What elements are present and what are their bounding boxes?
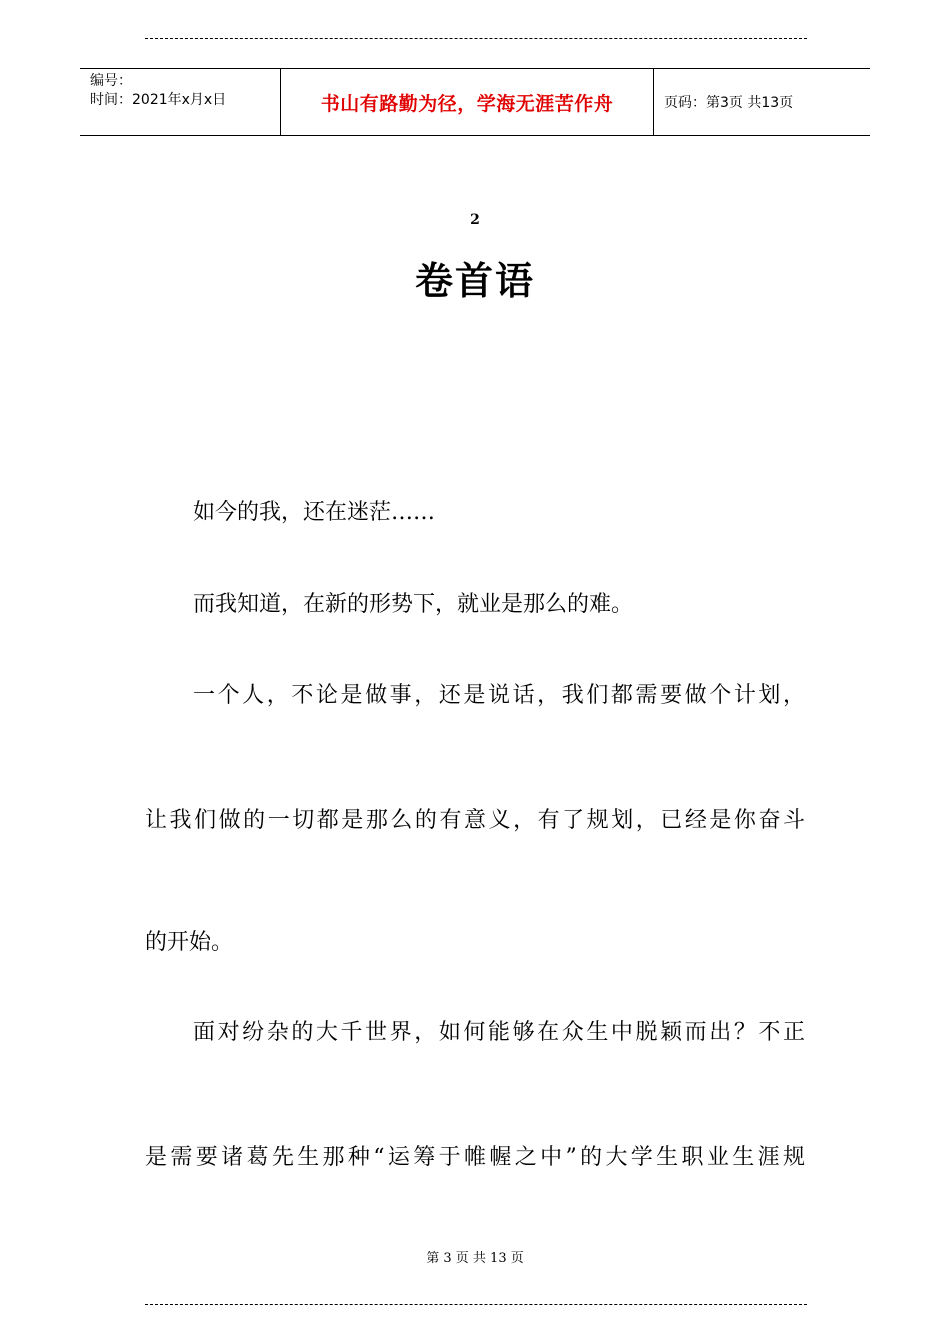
body-line: 让我们做的一切都是那么的有意义，有了规划，已经是你奋斗 xyxy=(145,808,805,833)
document-time-label: 时间：2021年x月x日 xyxy=(90,92,227,108)
body-line: 而我知道，在新的形势下，就业是那么的难。 xyxy=(193,592,634,617)
body-line: 是需要诸葛先生那种“运筹于帷幄之中”的大学生职业生涯规 xyxy=(145,1145,805,1170)
header-meta-cell xyxy=(80,69,281,135)
bottom-dashed-divider xyxy=(145,1304,807,1305)
section-number: 2 xyxy=(470,212,480,228)
header-page-info: 页码：第3页 共13页 xyxy=(664,95,794,111)
body-line: 的开始。 xyxy=(145,930,234,955)
header-table xyxy=(80,68,870,136)
document-number-label: 编号： xyxy=(90,73,132,89)
body-line: 如今的我，还在迷茫…… xyxy=(193,500,436,525)
top-dashed-divider xyxy=(145,38,807,39)
header-motto: 书山有路勤为径，学海无涯苦作舟 xyxy=(281,69,654,135)
body-line: 面对纷杂的大千世界，如何能够在众生中脱颖而出？不正 xyxy=(193,1020,805,1045)
page-footer: 第 3 页 共 13 页 xyxy=(426,1251,524,1266)
page-title: 卷首语 xyxy=(414,259,535,303)
body-line: 一个人，不论是做事，还是说话，我们都需要做个计划， xyxy=(193,683,805,708)
